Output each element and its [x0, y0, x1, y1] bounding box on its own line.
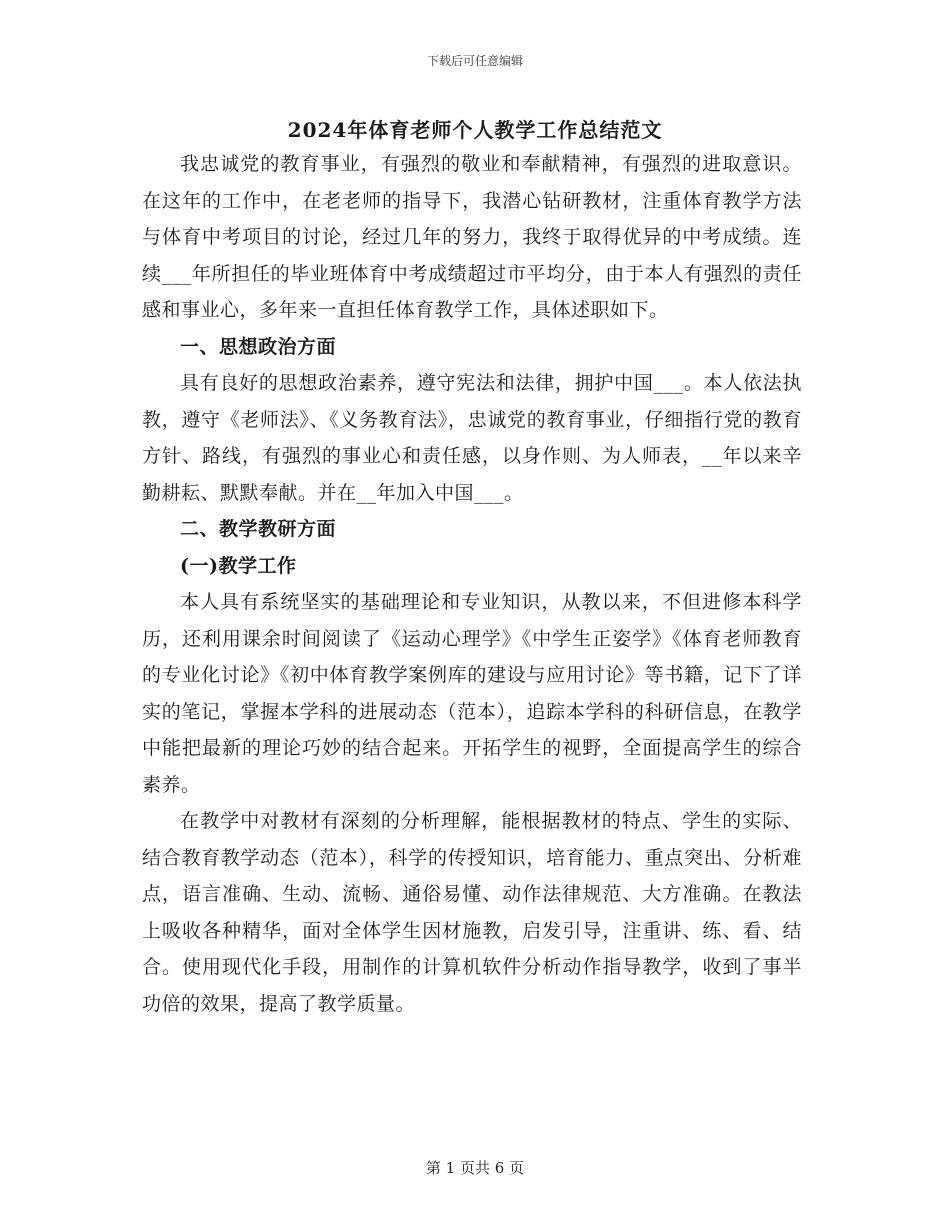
- section-heading-politics: 一、思想政治方面: [180, 335, 337, 358]
- section-heading-teaching-research: 二、教学教研方面: [180, 518, 337, 540]
- subsection-heading-teaching: (一)教学工作: [180, 554, 297, 577]
- document-title: 2024年体育老师个人教学工作总结范文: [287, 118, 663, 142]
- page-number: 第 1 页共 6 页: [425, 1159, 525, 1177]
- header-note: 下载后可任意编辑: [426, 54, 523, 68]
- document-body: [142, 146, 802, 1022]
- paragraph-politics: 具有良好的思想政治素养，遵守宪法和法律，拥护中国___。本人依法执教，遵守《老师法》、《义务教育法》，忠诚党的教育事业，仔细指行党的教育方针、路线，有强烈的事业心和责任感，以身作则、为人师表，__年以来辛勤耕耘、默默奉献。并在__年加入中国___。: [142, 372, 802, 504]
- paragraph-knowledge: 本人具有系统坚实的基础理论和专业知识，从教以来，不但进修本科学历，还利用课余时间阅读了《运动心理学》《中学生正姿学》《体育老师教育的专业化讨论》《初中体育教学案例库的建设与应用讨论》等书籍，记下了详实的笔记，掌握本学科的进展动态（范本），追踪本学科的科研信息，在教学中能把最新的理论巧妙的结合起来。开拓学生的视野，全面提高学生的综合素养。: [142, 591, 802, 796]
- paragraph-methods: 在教学中对教材有深刻的分析理解，能根据教材的特点、学生的实际、结合教育教学动态（范本），科学的传授知识，培育能力、重点突出、分析难点，语言准确、生动、流畅、通俗易懂、动作法律规范、大方准确。在教法上吸收各种精华，面对全体学生因材施教，启发引导，注重讲、练、看、结合。使用现代化手段，用制作的计算机软件分析动作指导教学，收到了事半功倍的效果，提高了教学质量。: [142, 810, 802, 1015]
- paragraph-intro: 我忠诚党的教育事业，有强烈的敬业和奉献精神，有强烈的进取意识。在这年的工作中，在老老师的指导下，我潜心钻研教材，注重体育教学方法与体育中考项目的讨论，经过几年的努力，我终于取得优异的中考成绩。连续___年所担任的毕业班体育中考成绩超过市平均分，由于本人有强烈的责任感和事业心，多年来一直担任体育教学工作，具体述职如下。: [142, 153, 802, 321]
